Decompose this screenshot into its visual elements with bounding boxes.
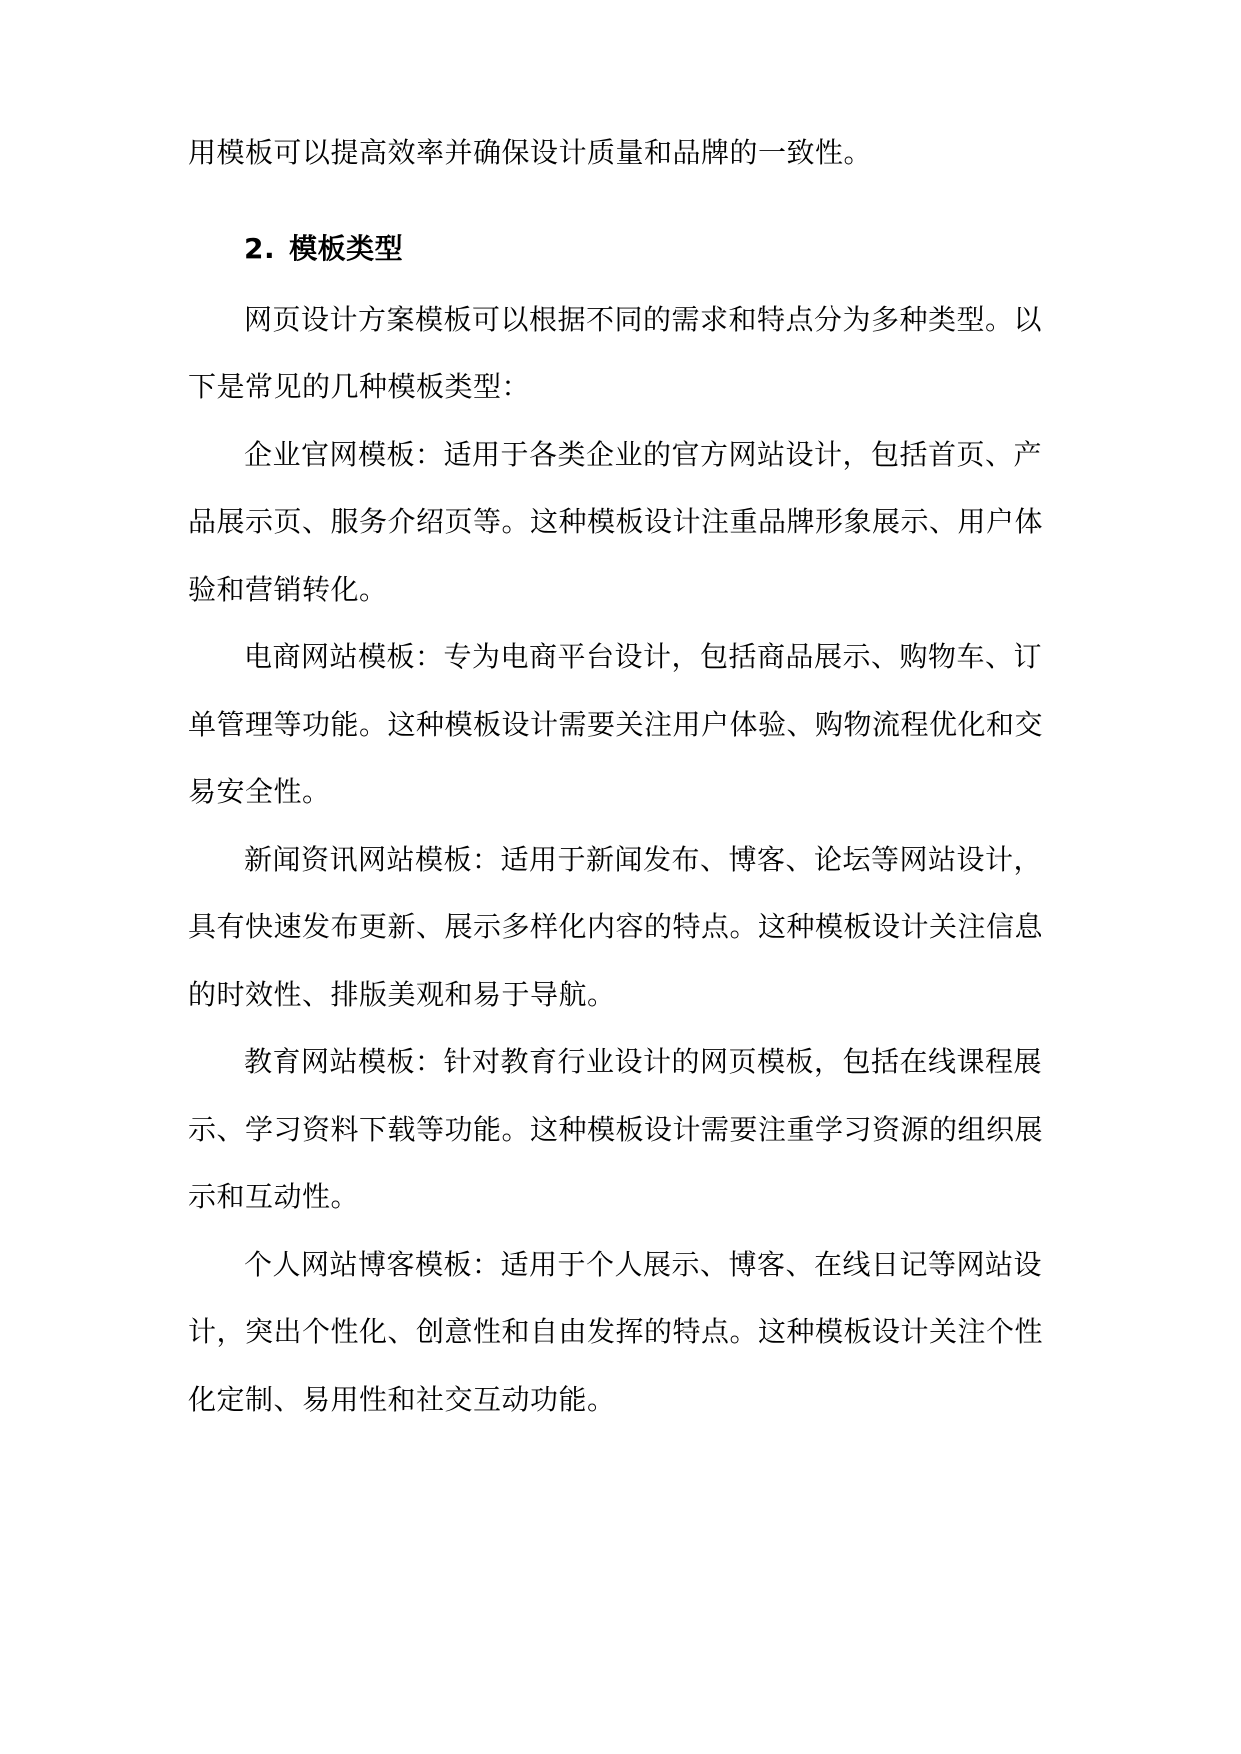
paragraph-line: 验和营销转化。 [188,573,388,606]
paragraph-line: 单管理等功能。这种模板设计需要关注用户体验、购物流程优化和交 [188,708,1044,741]
paragraph-line: 个人网站博客模板：适用于个人展示、博客、在线日记等网站设 [244,1248,1043,1281]
paragraph-line: 品展示页、服务介绍页等。这种模板设计注重品牌形象展示、用户体 [188,505,1044,538]
paragraph-line: 下是常见的几种模板类型： [188,370,531,403]
paragraph-line: 网页设计方案模板可以根据不同的需求和特点分为多种类型。以 [244,303,1043,336]
paragraph-line: 教育网站模板：针对教育行业设计的网页模板，包括在线课程展 [244,1045,1043,1078]
section-title: 模板类型 [289,232,404,265]
section-heading [244,229,1241,269]
paragraph-line: 具有快速发布更新、展示多样化内容的特点。这种模板设计关注信息 [188,910,1044,943]
paragraph-line: 易安全性。 [188,775,331,808]
paragraph-line: 示、学习资料下载等功能。这种模板设计需要注重学习资源的组织展 [188,1113,1044,1146]
paragraph-line: 化定制、易用性和社交互动功能。 [188,1383,616,1416]
section-number: 2. [244,232,276,265]
paragraph-line: 企业官网模板：适用于各类企业的官方网站设计，包括首页、产 [244,438,1043,471]
paragraph-line: 计，突出个性化、创意性和自由发挥的特点。这种模板设计关注个性 [188,1315,1044,1348]
paragraph-line: 的时效性、排版美观和易于导航。 [188,978,616,1011]
paragraph-line: 新闻资讯网站模板：适用于新闻发布、博客、论坛等网站设计， [244,843,1043,876]
paragraph-line: 用模板可以提高效率并确保设计质量和品牌的一致性。 [188,136,873,169]
paragraph-line: 示和互动性。 [188,1180,360,1213]
paragraph-line: 电商网站模板：专为电商平台设计，包括商品展示、购物车、订 [244,640,1043,673]
